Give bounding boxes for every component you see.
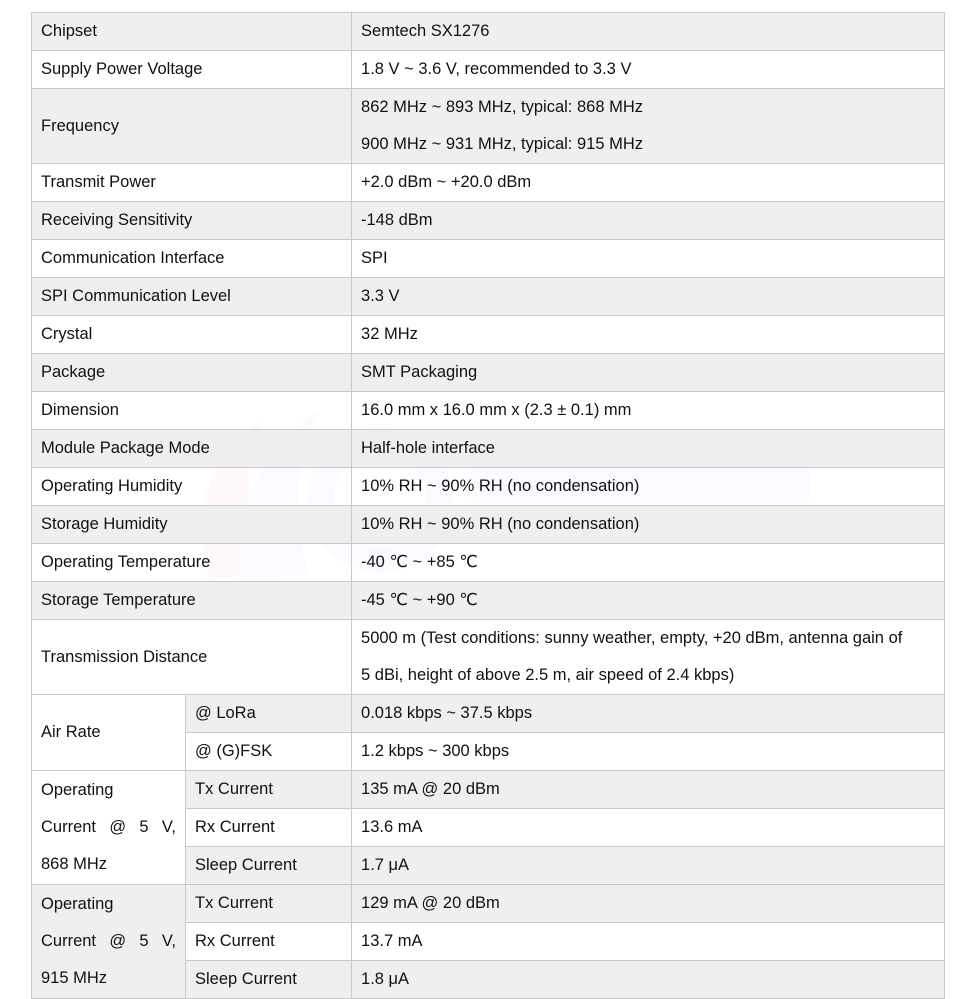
spec-value: SMT Packaging xyxy=(352,354,945,392)
spec-row-current-915-tx xyxy=(32,885,945,923)
sub-label: @ LoRa xyxy=(186,695,352,733)
distance-line-2: 5 dBi, height of above 2.5 m, air speed of 2.4 kbps) xyxy=(361,666,735,684)
current-868-label-line-2: Current @ 5 V, xyxy=(41,818,176,836)
spec-row-spi-level xyxy=(32,278,945,316)
spec-label: Module Package Mode xyxy=(32,430,352,468)
spec-value: Semtech SX1276 xyxy=(352,13,945,51)
spec-value: 3.3 V xyxy=(352,278,945,316)
current-915-label-line-2: Current @ 5 V, xyxy=(41,932,176,950)
spec-label: Operating Temperature xyxy=(32,544,352,582)
current-915-label-line-3: 915 MHz xyxy=(41,969,108,987)
current-868-label xyxy=(32,771,186,885)
spec-label: Storage Humidity xyxy=(32,506,352,544)
current-868-label-line-1: Operating xyxy=(41,781,114,799)
spec-row-transmission-distance xyxy=(32,620,945,695)
spec-value: 135 mA @ 20 dBm xyxy=(352,771,945,809)
spec-value: 13.6 mA xyxy=(352,809,945,847)
spec-value: +2.0 dBm ~ +20.0 dBm xyxy=(352,164,945,202)
spec-value: 13.7 mA xyxy=(352,923,945,961)
spec-row-operating-temperature xyxy=(32,544,945,582)
spec-label: Dimension xyxy=(32,392,352,430)
spec-row-supply-voltage xyxy=(32,51,945,89)
spec-value: -40 ℃ ~ +85 ℃ xyxy=(352,544,945,582)
spec-label: Storage Temperature xyxy=(32,582,352,620)
spec-value xyxy=(352,89,945,164)
spec-row-current-868-tx xyxy=(32,771,945,809)
spec-value: 1.2 kbps ~ 300 kbps xyxy=(352,733,945,771)
sub-label: Tx Current xyxy=(186,885,352,923)
spec-row-package xyxy=(32,354,945,392)
spec-label: Supply Power Voltage xyxy=(32,51,352,89)
spec-label: Frequency xyxy=(32,89,352,164)
spec-row-storage-temperature xyxy=(32,582,945,620)
spec-value: 32 MHz xyxy=(352,316,945,354)
spec-label: Package xyxy=(32,354,352,392)
spec-row-communication-interface xyxy=(32,240,945,278)
spec-label: Transmit Power xyxy=(32,164,352,202)
spec-value: -45 ℃ ~ +90 ℃ xyxy=(352,582,945,620)
spec-label: Operating Humidity xyxy=(32,468,352,506)
spec-row-storage-humidity xyxy=(32,506,945,544)
spec-label: Transmission Distance xyxy=(32,620,352,695)
spec-row-frequency xyxy=(32,89,945,164)
spec-row-operating-humidity xyxy=(32,468,945,506)
spec-value: 1.7 μA xyxy=(352,847,945,885)
distance-line-1: 5000 m (Test conditions: sunny weather, empty, +20 dBm, antenna gain of xyxy=(361,629,903,647)
current-915-label xyxy=(32,885,186,999)
sub-label: Sleep Current xyxy=(186,847,352,885)
spec-row-transmit-power xyxy=(32,164,945,202)
spec-label: Chipset xyxy=(32,13,352,51)
spec-value: SPI xyxy=(352,240,945,278)
spec-label: Receiving Sensitivity xyxy=(32,202,352,240)
sub-label: Sleep Current xyxy=(186,961,352,999)
spec-value: 0.018 kbps ~ 37.5 kbps xyxy=(352,695,945,733)
spec-row-crystal xyxy=(32,316,945,354)
spec-value: Half-hole interface xyxy=(352,430,945,468)
current-868-label-line-3: 868 MHz xyxy=(41,855,108,873)
spec-row-chipset xyxy=(32,13,945,51)
spec-value: 1.8 V ~ 3.6 V, recommended to 3.3 V xyxy=(352,51,945,89)
frequency-line-2: 900 MHz ~ 931 MHz, typical: 915 MHz xyxy=(361,135,643,153)
spec-row-air-rate-lora xyxy=(32,695,945,733)
spec-value xyxy=(352,620,945,695)
frequency-line-1: 862 MHz ~ 893 MHz, typical: 868 MHz xyxy=(361,98,643,116)
sub-label: Tx Current xyxy=(186,771,352,809)
spec-label: Communication Interface xyxy=(32,240,352,278)
spec-row-receiving-sensitivity xyxy=(32,202,945,240)
spec-row-package-mode xyxy=(32,430,945,468)
spec-value: 10% RH ~ 90% RH (no condensation) xyxy=(352,468,945,506)
current-915-label-line-1: Operating xyxy=(41,895,114,913)
spec-row-dimension xyxy=(32,392,945,430)
sub-label: Rx Current xyxy=(186,809,352,847)
spec-value: 10% RH ~ 90% RH (no condensation) xyxy=(352,506,945,544)
spec-value: 16.0 mm x 16.0 mm x (2.3 ± 0.1) mm xyxy=(352,392,945,430)
air-rate-label: Air Rate xyxy=(32,695,186,771)
spec-value: 129 mA @ 20 dBm xyxy=(352,885,945,923)
sub-label: @ (G)FSK xyxy=(186,733,352,771)
spec-label: SPI Communication Level xyxy=(32,278,352,316)
spec-label: Crystal xyxy=(32,316,352,354)
spec-table xyxy=(31,12,945,999)
spec-value: 1.8 μA xyxy=(352,961,945,999)
sub-label: Rx Current xyxy=(186,923,352,961)
spec-value: -148 dBm xyxy=(352,202,945,240)
